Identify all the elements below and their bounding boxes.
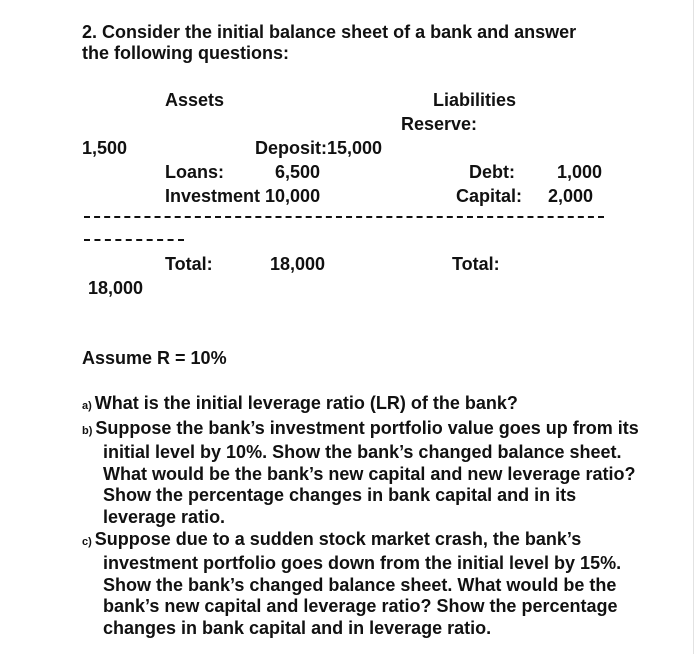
capital-label: Capital: xyxy=(456,186,523,206)
question-title-line-1: 2. Consider the initial balance sheet of a bank and answer xyxy=(82,22,577,42)
deposit-entry: Deposit:15,000 xyxy=(255,138,383,158)
loans-label: Loans: xyxy=(165,162,225,182)
total-assets-value: 18,000 xyxy=(270,254,326,274)
liabilities-header: Liabilities xyxy=(433,90,517,110)
question-part-a xyxy=(82,393,642,418)
total-liabilities-value: 18,000 xyxy=(88,278,144,298)
reserve-value: 1,500 xyxy=(82,138,128,158)
total-assets-label: Total: xyxy=(165,254,213,274)
divider-dashes-2 xyxy=(84,239,184,241)
capital-value: 2,000 xyxy=(548,186,594,206)
question-title-line-2: the following questions: xyxy=(82,43,289,63)
reserve-label: Reserve: xyxy=(401,114,478,134)
part-c-marker: c) xyxy=(82,535,92,548)
page-edge-divider xyxy=(693,0,694,654)
investment-entry: Investment 10,000 xyxy=(165,186,321,206)
assumption-text: Assume R = 10% xyxy=(82,348,227,368)
total-liabilities-label: Total: xyxy=(452,254,500,274)
part-a-text: What is the initial leverage ratio (LR) of the bank? xyxy=(94,393,518,413)
part-a-marker: a) xyxy=(82,400,92,412)
question-part-b xyxy=(82,418,642,529)
debt-value: 1,000 xyxy=(557,162,603,182)
loans-value: 6,500 xyxy=(275,162,321,182)
assets-header: Assets xyxy=(165,90,225,110)
debt-label: Debt: xyxy=(469,162,515,182)
divider-dashes-1 xyxy=(84,216,604,218)
question-part-c xyxy=(82,529,642,640)
part-b-marker: b) xyxy=(82,424,93,437)
part-c-text: Suppose due to a sudden stock market crash, the bank’s investment portfolio goes down from the initial level by 15%. Show the bank’s changed balance sheet. What would be the bank’s new capital and leverage ratio? Show the percentage changes in bank capital and in leverage ratio. xyxy=(94,528,622,638)
part-b-text: Suppose the bank’s investment portfolio value goes up from its initial level by 10%. Show the bank’s changed balance sheet. What would be the bank’s new capital and new leverage ratio? Show the percentage changes in bank capital and in its leverage ratio. xyxy=(95,417,639,527)
questions-list xyxy=(82,393,642,640)
